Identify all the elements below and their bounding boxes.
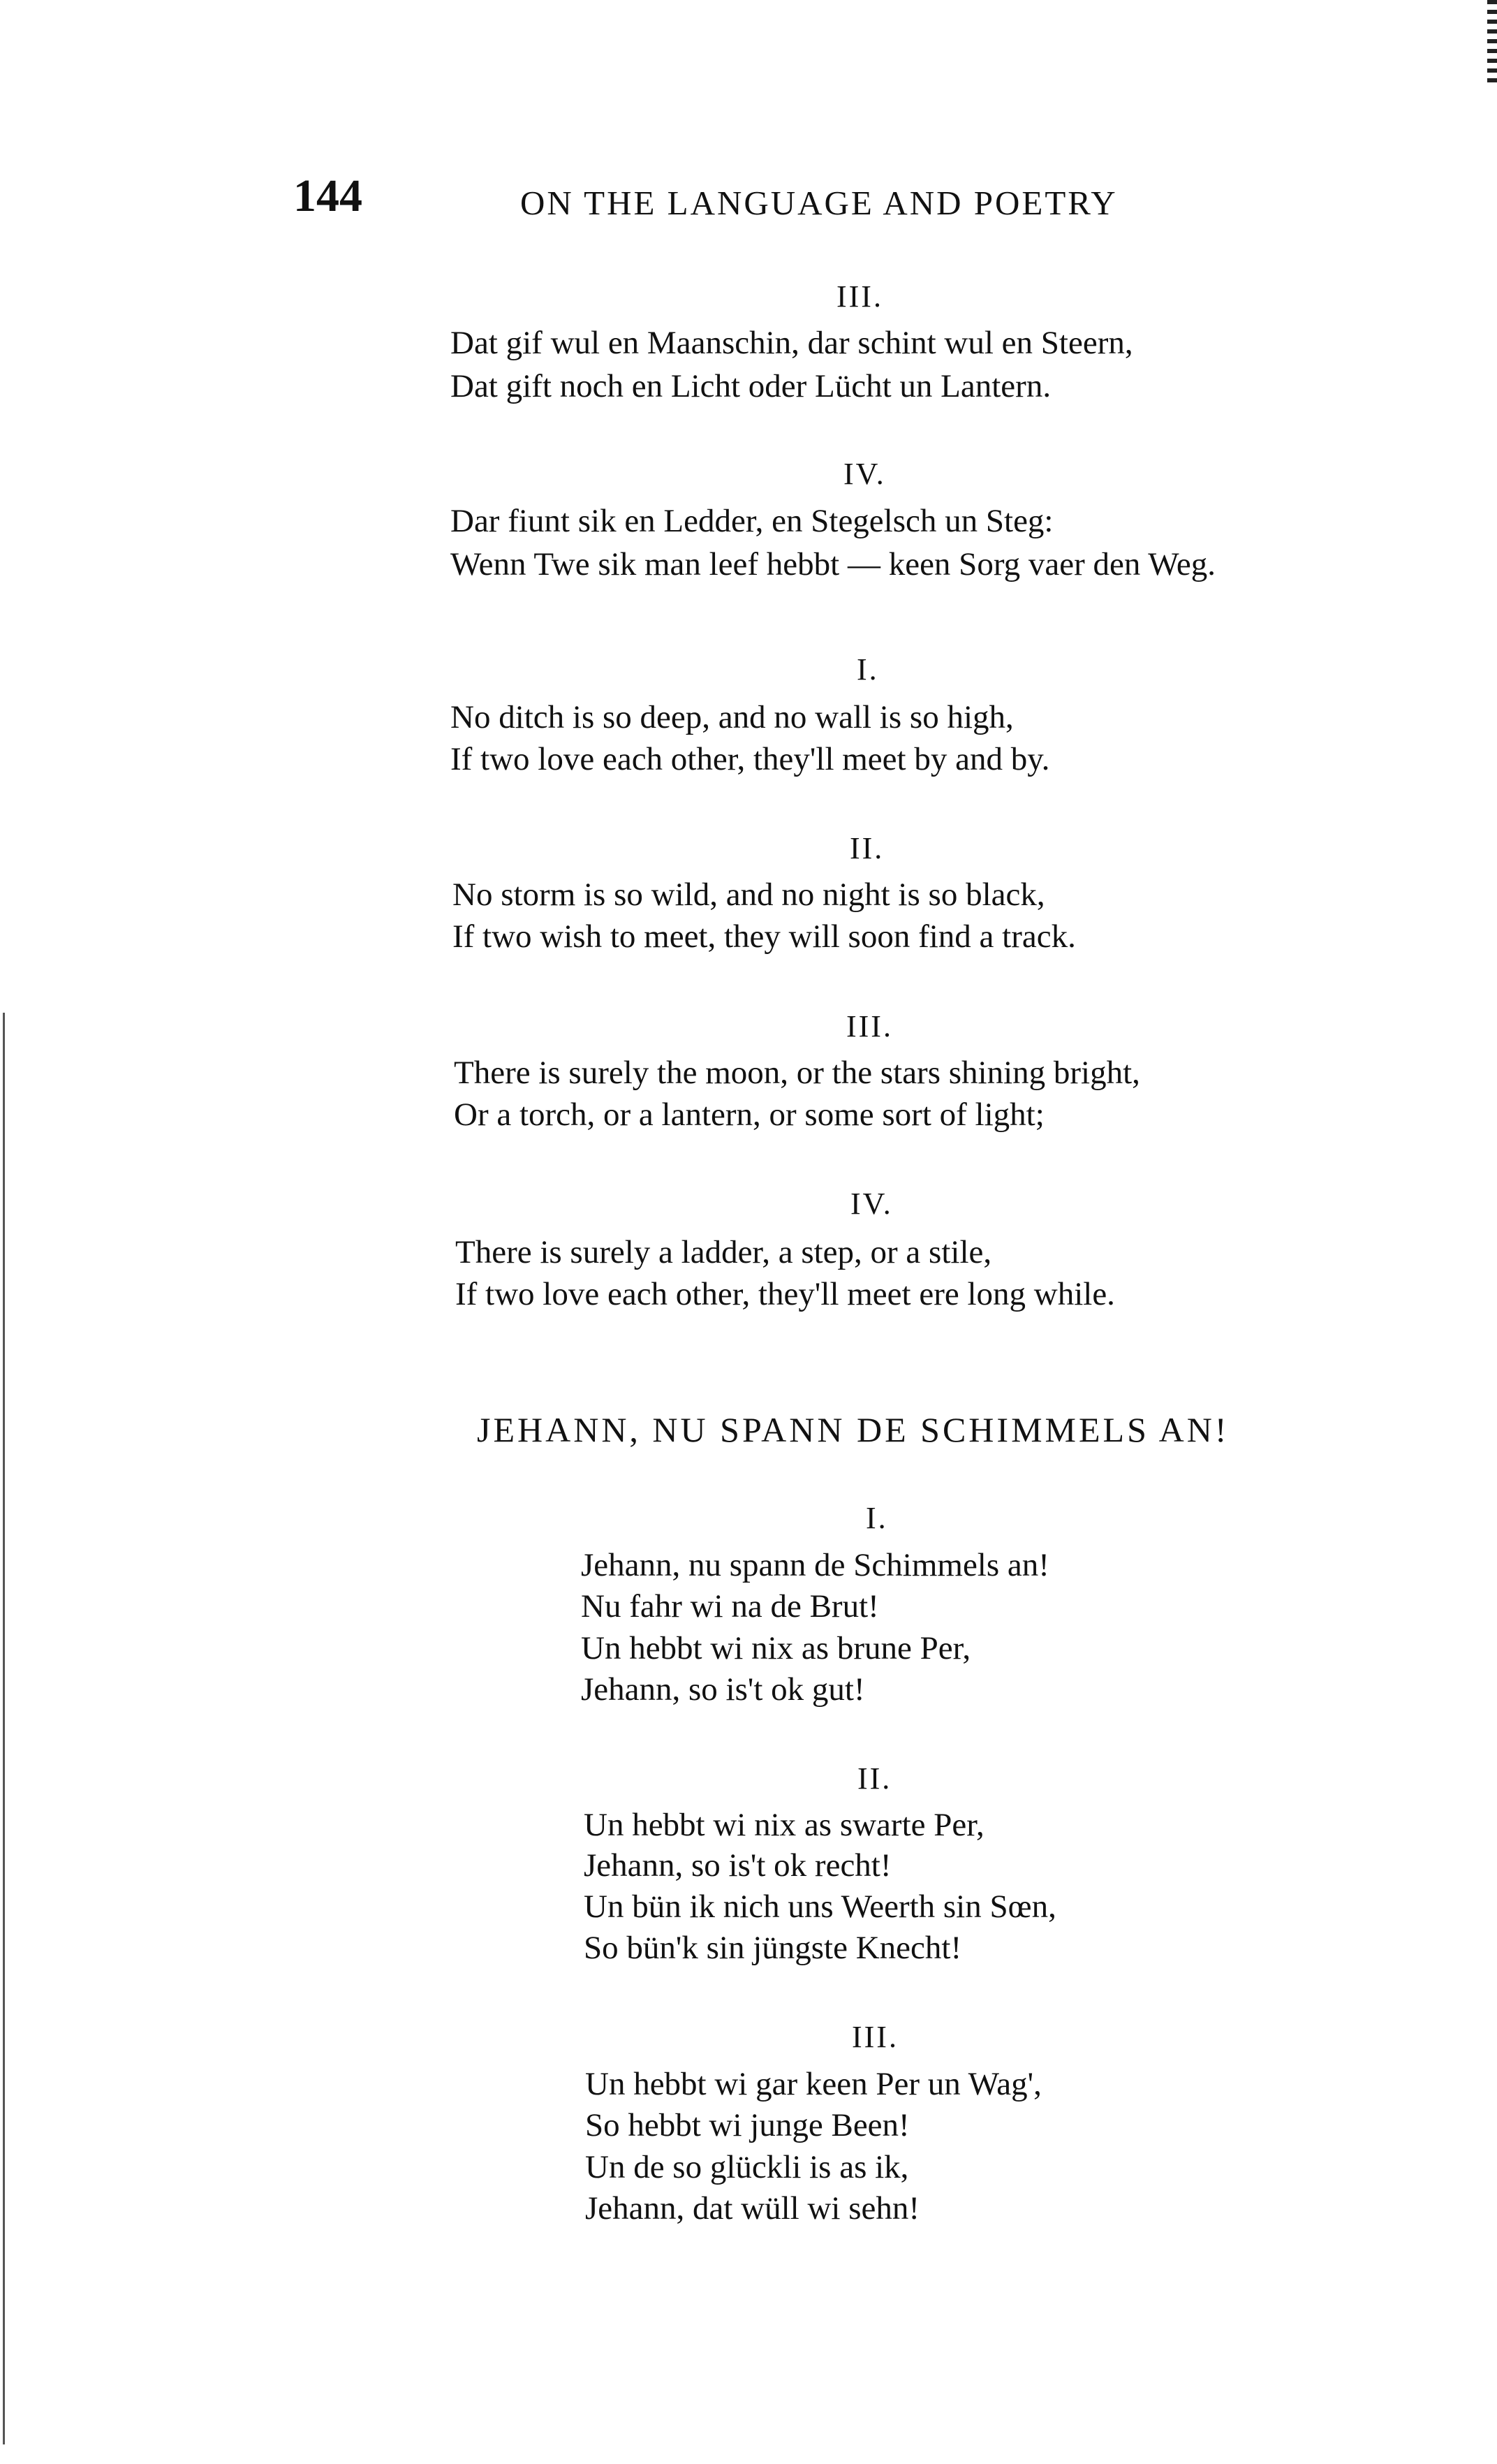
stanza-numeral: I. xyxy=(857,652,879,687)
verse-line: If two love each other, they'll meet ere long while. xyxy=(455,1276,1115,1312)
verse-line: If two love each other, they'll meet by and by. xyxy=(450,741,1050,777)
stanza-numeral: III. xyxy=(852,2020,899,2054)
verse-line: Jehann, so is't ok gut! xyxy=(581,1671,865,1708)
verse-line: If two wish to meet, they will soon find a track. xyxy=(452,918,1076,955)
scan-gutter-artifact xyxy=(3,1013,5,2444)
verse-line: Jehann, so is't ok recht! xyxy=(584,1847,892,1884)
stanza-numeral: IV. xyxy=(850,1187,893,1221)
verse-line: No ditch is so deep, and no wall is so high, xyxy=(450,699,1014,735)
verse-line: Wenn Twe sik man leef hebbt — keen Sorg vaer den Weg. xyxy=(450,546,1216,582)
verse-line: There is surely a ladder, a step, or a stile, xyxy=(455,1234,992,1270)
stanza-numeral: I. xyxy=(866,1501,888,1535)
verse-line: Dat gift noch en Licht oder Lücht un Lantern. xyxy=(450,368,1052,404)
stanza-numeral: IV. xyxy=(843,457,886,491)
stanza-numeral: III. xyxy=(846,1009,893,1043)
verse-line: There is surely the moon, or the stars shining bright, xyxy=(454,1055,1140,1091)
verse-line: Un hebbt wi gar keen Per un Wag', xyxy=(585,2066,1042,2102)
verse-line: Un de so glückli is as ik, xyxy=(585,2149,909,2185)
scan-edge-artifact xyxy=(1487,0,1497,84)
verse-line: Jehann, nu spann de Schimmels an! xyxy=(581,1547,1049,1583)
verse-line: No storm is so wild, and no night is so black, xyxy=(452,877,1045,913)
verse-line: Un bün ik nich uns Weerth sin Sœn, xyxy=(584,1889,1056,1925)
verse-line: Nu fahr wi na de Brut! xyxy=(581,1588,879,1625)
verse-line: Or a torch, or a lantern, or some sort of light; xyxy=(454,1097,1045,1133)
verse-line: Un hebbt wi nix as brune Per, xyxy=(581,1630,971,1666)
verse-line: Un hebbt wi nix as swarte Per, xyxy=(584,1807,985,1843)
verse-line: So bün'k sin jüngste Knecht! xyxy=(584,1930,962,1966)
stanza-numeral: II. xyxy=(850,831,885,865)
stanza-numeral: III. xyxy=(836,279,883,314)
running-title: ON THE LANGUAGE AND POETRY xyxy=(520,184,1118,222)
page-number: 144 xyxy=(293,170,362,221)
verse-line: Dar fiunt sik en Ledder, en Stegelsch un Steg: xyxy=(450,503,1054,539)
verse-line: Dat gif wul en Maanschin, dar schint wul en Steern, xyxy=(450,325,1133,361)
verse-line: Jehann, dat wüll wi sehn! xyxy=(585,2190,920,2227)
verse-line: So hebbt wi junge Been! xyxy=(585,2107,910,2143)
stanza-numeral: II. xyxy=(857,1761,892,1796)
section-title: JEHANN, NU SPANN DE SCHIMMELS AN! xyxy=(477,1410,1230,1449)
